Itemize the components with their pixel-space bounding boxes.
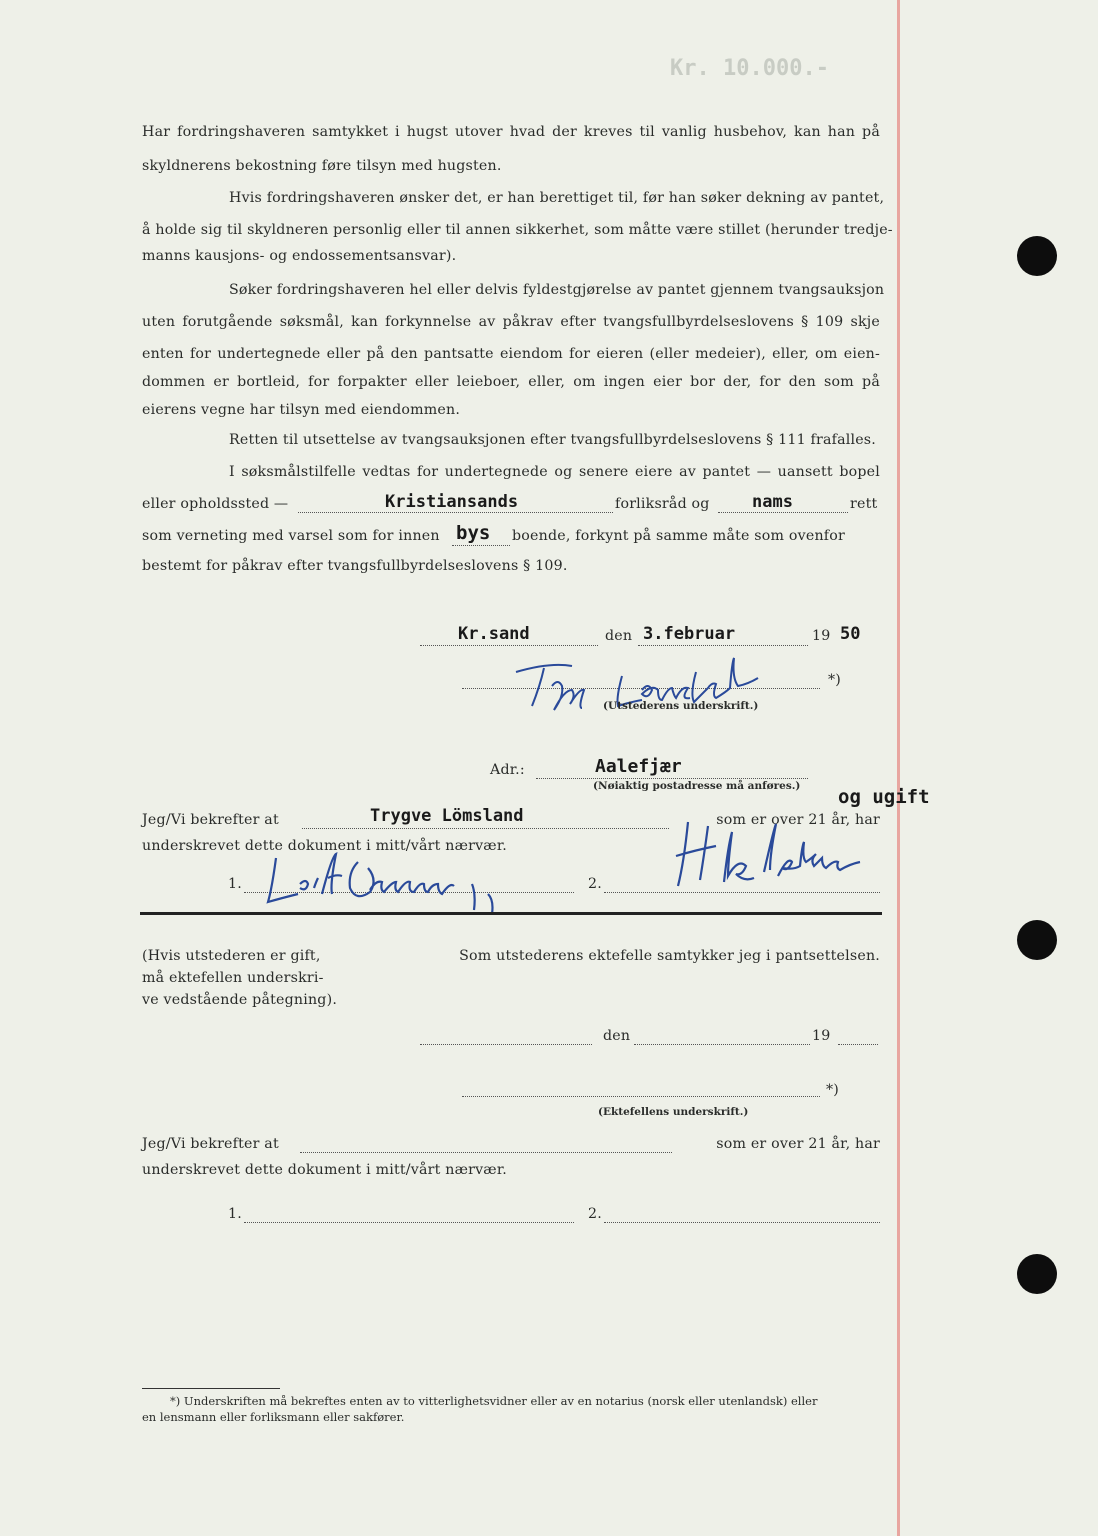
address: Aalefjær (595, 756, 682, 777)
text-line: underskrevet dette dokument i mitt/vårt nærvær. (142, 1162, 507, 1178)
date: 3.februar (643, 624, 736, 644)
footnote-line: *) Underskriften må bekreftes enten av to vitterlighetsvidner eller av en notarius (norsk eller utenlandsk) eller (170, 1394, 818, 1408)
text-line: Hvis fordringshaveren ønsker det, er han berettiget til, før han søker dekning av pantet, (229, 190, 885, 206)
footnote-rule (142, 1388, 280, 1389)
witness-number: 1. (228, 1206, 242, 1222)
fill-line (420, 1044, 592, 1045)
text-line: eller opholdssted — (142, 496, 289, 512)
text-line: I søksmålstilfelle vedtas for undertegnede og senere eiere av pantet — uansett bopel (229, 464, 880, 480)
signature-line (462, 1096, 820, 1097)
witness-number: 1. (228, 876, 242, 892)
fill-line (302, 828, 669, 829)
text-line: som er over 21 år, har (716, 1136, 880, 1152)
text-line: (Hvis utstederen er gift, (142, 948, 321, 964)
red-margin-line (897, 0, 900, 1536)
text-line: må ektefellen underskri- (142, 970, 324, 986)
place: Kr.sand (458, 624, 530, 644)
text-line: manns kausjons- og endossementsansvar). (142, 248, 457, 264)
spouse-signature-caption: (Ektefellens underskrift.) (598, 1106, 749, 1118)
punch-hole (1017, 920, 1057, 960)
fill-line (452, 545, 510, 546)
fill-line (838, 1044, 878, 1045)
text-line: å holde sig til skyldneren personlig eller til annen sikkerhet, som måtte være stillet (herunder tredje- (142, 222, 893, 238)
section-divider (140, 912, 882, 915)
witness-number: 2. (588, 876, 602, 892)
fill-line (536, 778, 808, 779)
text-line: enten for undertegnede eller på den pantsatte eiendom for eieren (eller medeier), eller, om eien- (142, 346, 880, 362)
address-hint: (Nøiaktig postadresse må anføres.) (593, 780, 801, 792)
court-type: nams (752, 492, 793, 512)
text-line: 19 (812, 628, 831, 644)
fill-line (638, 645, 808, 646)
text-line: som er over 21 år, har (716, 812, 880, 828)
year: 50 (840, 624, 861, 644)
footnote-line: en lensmann eller forliksmann eller sakfører. (142, 1410, 405, 1424)
text-line: eierens vegne har tilsyn med eiendommen. (142, 402, 461, 418)
text-line: Retten til utsettelse av tvangsauksjonen efter tvangsfullbyrdelseslovens § 111 frafalles. (229, 432, 877, 448)
issuer-signature-caption: (Utstederens underskrift.) (603, 700, 759, 712)
asterisk: *) (826, 1082, 840, 1098)
text-line: forliksråd og (615, 496, 710, 512)
top-stamp-ghost: Kr. 10.000.- (670, 56, 829, 81)
text-line: uten forutgående søksmål, kan forkynnelse av påkrav efter tvangsfullbyrdelseslovens § 109 skje (142, 314, 880, 330)
asterisk: *) (828, 672, 842, 688)
text-line: 19 (812, 1028, 831, 1044)
text-line: underskrevet dette dokument i mitt/vårt nærvær. (142, 838, 507, 854)
text-line: den (603, 1028, 631, 1044)
text-line: skyldnerens bekostning føre tilsyn med hugsten. (142, 158, 502, 174)
punch-hole (1017, 236, 1057, 276)
text-line: rett (850, 496, 878, 512)
text-line: dommen er bortleid, for forpakter eller leieboer, eller, om ingen eier bor der, for den som på (142, 374, 880, 390)
witness2-signature (672, 812, 892, 902)
court-name: Kristiansands (385, 492, 519, 512)
fill-line (420, 645, 598, 646)
punch-hole (1017, 1254, 1057, 1294)
text-line: Jeg/Vi bekrefter at (142, 812, 279, 828)
text-line: Har fordringshaveren samtykket i hugst utover hvad der kreves til vanlig husbehov, kan han på (142, 124, 880, 140)
text-line: den (605, 628, 633, 644)
fill-line (634, 1044, 810, 1045)
venue-bys: bys (456, 522, 491, 544)
fill-line (718, 512, 848, 513)
witness-number: 2. (588, 1206, 602, 1222)
text-line: ve vedstående påtegning). (142, 992, 338, 1008)
confirmed-person: Trygve Lömsland (370, 806, 524, 826)
signature-line (244, 1222, 574, 1223)
text-line: som verneting med varsel som for innen (142, 528, 440, 544)
marital-status: og ugift (838, 786, 930, 808)
signature-line (604, 1222, 880, 1223)
text-line: bestemt for påkrav efter tvangsfullbyrdelseslovens § 109. (142, 558, 568, 574)
text-line: boende, forkynt på samme måte som ovenfor (512, 528, 845, 544)
text-line: Som utstederens ektefelle samtykker jeg i pantsettelsen. (459, 948, 880, 964)
text-line: Jeg/Vi bekrefter at (142, 1136, 279, 1152)
text-line: Adr.: (490, 762, 525, 778)
fill-line (300, 1152, 672, 1153)
text-line: Søker fordringshaveren hel eller delvis fyldestgjørelse av pantet gjennem tvangsauksjon (229, 282, 885, 298)
fill-line (298, 512, 613, 513)
